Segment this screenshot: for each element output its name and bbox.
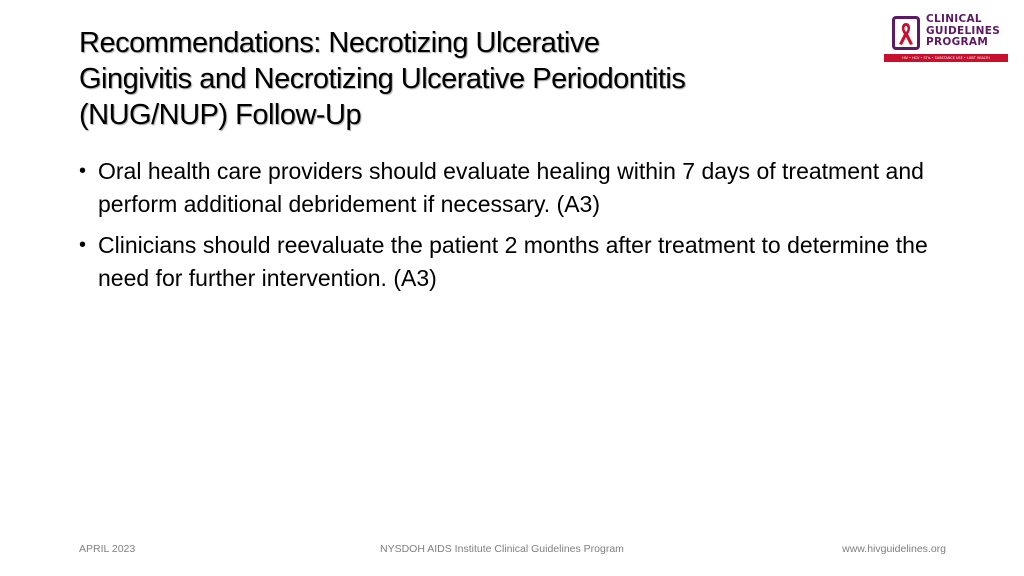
logo-badge	[892, 16, 920, 50]
footer-date: APRIL 2023	[79, 543, 136, 555]
title-line-2: Gingivitis and Necrotizing Ulcerative Periodontitis	[79, 63, 686, 95]
slide-title	[79, 25, 869, 133]
logo-wordmark	[926, 14, 1000, 49]
red-ribbon-icon	[898, 21, 914, 47]
logo-line-1: CLINICAL	[926, 13, 982, 25]
bullet-item	[79, 229, 959, 295]
title-line-1: Recommendations: Necrotizing Ulcerative	[79, 27, 600, 59]
logo-tagline: HIV • HCV • STIs • SUBSTANCE USE • LGBT HEALTH	[884, 54, 1008, 62]
bullet-item	[79, 155, 959, 221]
bullet-text: Oral health care providers should evaluate healing within 7 days of treatment and perform additional debridement if necessary. (A3)	[98, 158, 924, 217]
title-line-3: (NUG/NUP) Follow-Up	[79, 99, 362, 131]
bullet-marker: •	[79, 234, 87, 256]
logo-line-3: PROGRAM	[926, 36, 989, 48]
bullet-text: Clinicians should reevaluate the patient 2 months after treatment to determine the need for further intervention. (A3)	[98, 232, 928, 291]
clinical-guidelines-logo	[884, 12, 1008, 64]
footer-program: NYSDOH AIDS Institute Clinical Guidelines Program	[380, 543, 624, 555]
footer-url: www.hivguidelines.org	[842, 543, 946, 555]
bullet-list	[79, 155, 959, 303]
logo-line-2: GUIDELINES	[926, 24, 1001, 37]
bullet-marker: •	[79, 160, 87, 182]
